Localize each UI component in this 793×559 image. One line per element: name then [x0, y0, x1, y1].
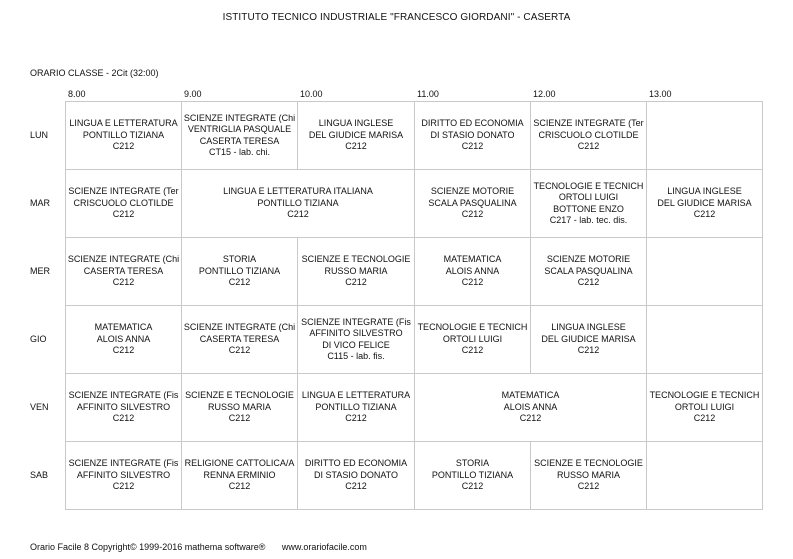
lesson-room: C212: [577, 277, 600, 288]
lesson-cell: [414, 305, 530, 373]
lesson-cell: [65, 237, 181, 305]
lesson-cell: [181, 169, 414, 237]
lesson-cell: [297, 441, 414, 509]
lesson-room: C115 - lab. fis.: [327, 351, 385, 361]
lesson-room: C212: [112, 141, 135, 152]
lesson-cell: [181, 373, 297, 441]
lesson-room: C212: [112, 481, 135, 492]
time-label: 13.00: [649, 89, 672, 99]
lesson-teacher: PONTILLO TIZIANA: [198, 265, 281, 276]
lesson-subject: DIRITTO ED ECONOMIA: [421, 118, 524, 129]
lesson-teacher: CASERTA TERESA: [83, 265, 164, 276]
lesson-cell: [414, 441, 530, 509]
lesson-room: C217 - lab. tec. dis.: [549, 215, 628, 225]
day-label: GIO: [30, 334, 47, 344]
lesson-teacher: SCALA PASQUALINA: [544, 265, 633, 276]
lesson-cell: [181, 237, 297, 305]
lesson-teacher: CRISCUOLO CLOTILDE: [73, 197, 174, 208]
lesson-teacher: RUSSO MARIA: [324, 265, 388, 276]
lesson-teacher: CASERTA TERESA: [199, 135, 280, 146]
lesson-teacher: AFFINITO SILVESTRO: [76, 401, 171, 412]
lesson-room: C212: [228, 277, 251, 288]
lesson-subject: MATEMATICA: [94, 322, 153, 333]
lesson-teacher: PONTILLO TIZIANA: [315, 401, 397, 412]
lesson-subject: TECNOLOGIE E TECNICH: [533, 180, 644, 191]
lesson-cell: [646, 373, 762, 441]
lesson-room: CT15 - lab. chi.: [208, 147, 271, 157]
lesson-teacher: CASERTA TERESA: [199, 333, 280, 344]
lesson-room: C212: [461, 345, 484, 356]
lesson-room: C212: [693, 209, 716, 220]
lesson-teacher: PONTILLO TIZIANA: [431, 469, 514, 480]
lesson-cell: [297, 101, 414, 169]
footer-url[interactable]: www.orariofacile.com: [281, 542, 367, 552]
lesson-teacher: DEL GIUDICE MARISA: [541, 333, 636, 344]
empty-cell: [646, 305, 762, 373]
lesson-cell: [530, 441, 646, 509]
lesson-teacher: DI VICO FELICE: [322, 339, 390, 350]
lesson-subject: SCIENZE MOTORIE: [430, 186, 515, 197]
empty-cell: [646, 101, 762, 169]
lesson-subject: SCIENZE E TECNOLOGIE: [534, 458, 643, 469]
lesson-cell: [65, 373, 181, 441]
lesson-subject: MATEMATICA: [501, 390, 560, 401]
grid-border-right: [762, 101, 763, 509]
lesson-teacher: RUSSO MARIA: [207, 401, 271, 412]
lesson-room: C212: [112, 345, 135, 356]
lesson-subject: TECNOLOGIE E TECNICH: [649, 390, 760, 401]
lesson-subject: STORIA: [222, 254, 257, 265]
lesson-room: C212: [461, 481, 484, 492]
lesson-teacher: ALOIS ANNA: [503, 401, 558, 412]
lesson-subject: STORIA: [455, 458, 490, 469]
lesson-room: C212: [461, 141, 484, 152]
class-subtitle: ORARIO CLASSE - 2Cit (32:00): [30, 68, 159, 78]
footer: [30, 542, 367, 552]
lesson-room: C212: [577, 481, 600, 492]
lesson-subject: SCIENZE MOTORIE: [546, 254, 631, 265]
lesson-room: C212: [228, 481, 251, 492]
lesson-cell: [530, 169, 646, 237]
lesson-cell: [530, 237, 646, 305]
lesson-teacher: PONTILLO TIZIANA: [82, 129, 165, 140]
lesson-subject: LINGUA E LETTERATURA: [69, 118, 178, 129]
lesson-cell: [414, 373, 646, 441]
lesson-cell: [65, 441, 181, 509]
lesson-room: C212: [345, 141, 367, 152]
lesson-subject: LINGUA INGLESE: [551, 322, 626, 333]
lesson-subject: LINGUA E LETTERATURA ITALIANA: [223, 186, 373, 197]
grid-border-bottom: [65, 509, 763, 510]
empty-cell: [646, 237, 762, 305]
lesson-cell: [181, 305, 297, 373]
lesson-teacher: RUSSO MARIA: [556, 469, 620, 480]
day-label: MER: [30, 266, 50, 276]
lesson-subject: SCIENZE INTEGRATE (Chi: [183, 322, 296, 333]
lesson-teacher: SCALA PASQUALINA: [428, 197, 517, 208]
lesson-subject: SCIENZE INTEGRATE (Ter: [533, 118, 644, 129]
lesson-teacher: ALOIS ANNA: [96, 333, 151, 344]
lesson-teacher: VENTRIGLIA PASQUALE: [187, 124, 292, 134]
lesson-teacher: AFFINITO SILVESTRO: [76, 469, 171, 480]
lesson-cell: [297, 373, 414, 441]
lesson-teacher: ORTOLI LUIGI: [558, 192, 619, 202]
lesson-cell: [181, 101, 297, 169]
footer-copyright: Orario Facile 8 Copyright© 1999-2016 mathema software®: [30, 542, 266, 552]
time-header-row: [0, 89, 793, 101]
lesson-subject: TECNOLOGIE E TECNICH: [417, 322, 528, 333]
lesson-teacher: DI STASIO DONATO: [430, 129, 515, 140]
lesson-room: C212: [345, 413, 367, 424]
lesson-teacher: RENNA ERMINIO: [203, 469, 276, 480]
lesson-cell: [530, 101, 646, 169]
lesson-room: C212: [345, 481, 367, 492]
lesson-cell: [297, 237, 414, 305]
day-label: SAB: [30, 470, 49, 480]
lesson-room: C212: [228, 345, 251, 356]
lesson-cell: [646, 169, 762, 237]
lesson-subject: LINGUA INGLESE: [667, 186, 742, 197]
lesson-room: C212: [461, 209, 484, 220]
lesson-room: C212: [693, 413, 716, 424]
lesson-subject: MATEMATICA: [443, 254, 502, 265]
page-title: ISTITUTO TECNICO INDUSTRIALE "FRANCESCO GIORDANI" - CASERTA: [222, 12, 571, 23]
lesson-cell: [530, 305, 646, 373]
lesson-room: C212: [287, 209, 309, 220]
lesson-subject: SCIENZE INTEGRATE (Chi: [67, 254, 180, 265]
lesson-cell: [181, 441, 297, 509]
time-label: 11.00: [417, 89, 439, 99]
lesson-teacher: ORTOLI LUIGI: [442, 333, 503, 344]
lesson-cell: [414, 101, 530, 169]
lesson-subject: SCIENZE E TECNOLOGIE: [185, 390, 294, 401]
lesson-cell: [414, 169, 530, 237]
lesson-teacher: DI STASIO DONATO: [313, 469, 398, 480]
lesson-subject: SCIENZE INTEGRATE (Ter: [68, 186, 179, 197]
lesson-room: C212: [228, 413, 251, 424]
lesson-teacher: ORTOLI LUIGI: [674, 401, 735, 412]
lesson-room: C212: [461, 277, 484, 288]
lesson-teacher: CRISCUOLO CLOTILDE: [538, 129, 639, 140]
time-label: 12.00: [533, 89, 556, 99]
lesson-cell: [414, 237, 530, 305]
lesson-subject: LINGUA E LETTERATURA: [301, 390, 411, 401]
time-label: 9.00: [184, 89, 202, 99]
lesson-teacher: BOTTONE ENZO: [553, 203, 624, 214]
lesson-room: C212: [577, 345, 600, 356]
lesson-teacher: PONTILLO TIZIANA: [257, 197, 339, 208]
time-label: 8.00: [68, 89, 86, 99]
lesson-subject: SCIENZE E TECNOLOGIE: [301, 254, 411, 265]
lesson-subject: DIRITTO ED ECONOMIA: [304, 458, 408, 469]
lesson-subject: SCIENZE INTEGRATE (Fis: [68, 458, 179, 469]
lesson-room: C212: [112, 209, 135, 220]
lesson-room: C212: [519, 413, 542, 424]
empty-cell: [646, 441, 762, 509]
lesson-cell: [65, 169, 181, 237]
lesson-teacher: DEL GIUDICE MARISA: [657, 197, 752, 208]
lesson-room: C212: [345, 277, 367, 288]
lesson-subject: RELIGIONE CATTOLICA/A: [184, 458, 295, 469]
lesson-subject: SCIENZE INTEGRATE (Chi: [183, 112, 296, 123]
time-label: 10.00: [300, 89, 323, 99]
lesson-teacher: AFFINITO SILVESTRO: [309, 328, 403, 338]
lesson-cell: [65, 101, 181, 169]
lesson-teacher: ALOIS ANNA: [445, 265, 500, 276]
lesson-subject: LINGUA INGLESE: [318, 118, 394, 129]
day-label: LUN: [30, 130, 49, 140]
lesson-room: C212: [577, 141, 600, 152]
lesson-room: C212: [112, 413, 135, 424]
day-label: MAR: [30, 198, 50, 208]
day-label: VEN: [30, 402, 49, 412]
lesson-room: C212: [112, 277, 135, 288]
lesson-teacher: DEL GIUDICE MARISA: [308, 129, 404, 140]
lesson-subject: SCIENZE INTEGRATE (Fis: [68, 390, 179, 401]
lesson-cell: [65, 305, 181, 373]
lesson-subject: SCIENZE INTEGRATE (Fis: [301, 316, 411, 327]
lesson-cell: [297, 305, 414, 373]
